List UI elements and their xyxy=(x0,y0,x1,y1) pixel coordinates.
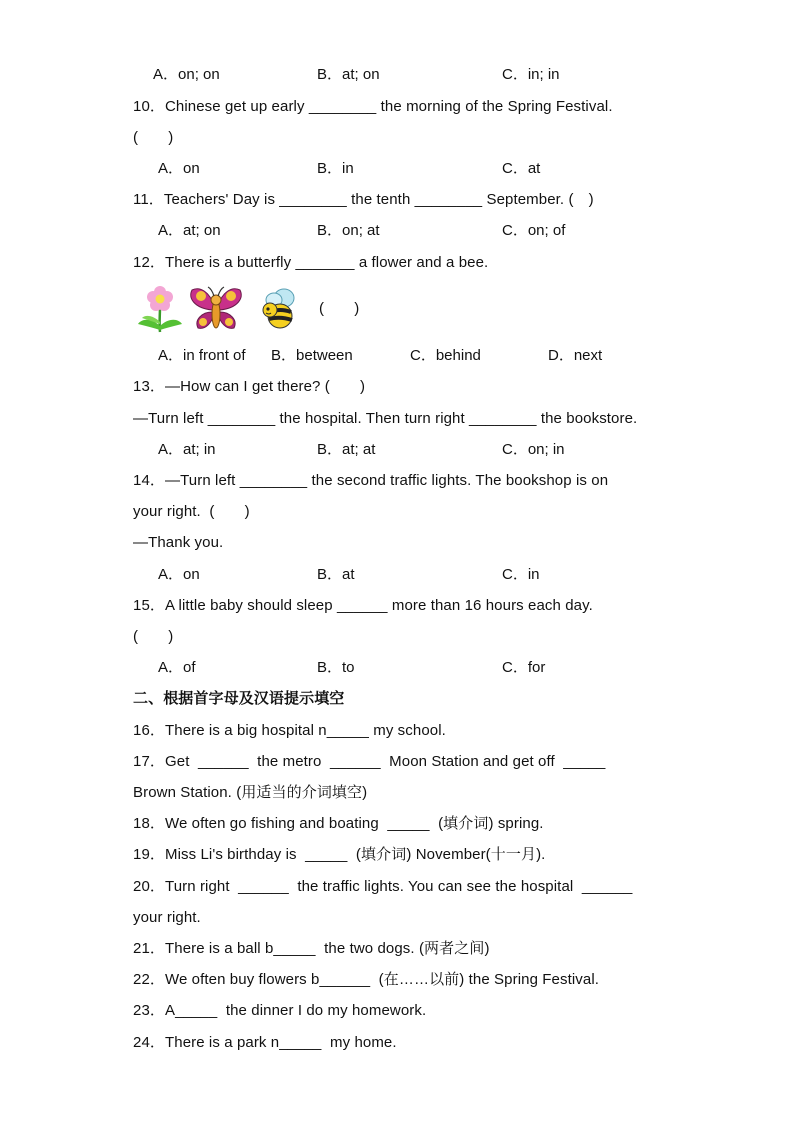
q11-text: 11．Teachers' Day is ________ the tenth ________ September. ( ) xyxy=(133,191,594,208)
q9-option-b: B．at; on xyxy=(317,66,380,83)
q12-answer-paren: ( ) xyxy=(319,300,360,317)
q13-text-line2: —Turn left ________ the hospital. Then turn right ________ the bookstore. xyxy=(133,410,638,427)
q12-option-c: C．behind xyxy=(410,347,481,364)
q14-text-line3: —Thank you. xyxy=(133,534,224,551)
q20-text: 20．Turn right ______ the traffic lights. You can see the hospital ______ xyxy=(133,878,633,895)
butterfly-icon xyxy=(188,284,244,334)
q14-text: 14．—Turn left ________ the second traffic lights. The bookshop is on xyxy=(133,472,609,489)
q14-option-c: C．in xyxy=(502,566,540,583)
q17-text: 17．Get ______ the metro ______ Moon Station and get off _____ xyxy=(133,753,606,770)
q10-text: 10．Chinese get up early ________ the morning of the Spring Festival. xyxy=(133,98,613,115)
q12-option-a: A．in front of xyxy=(158,347,246,364)
q13-text: 13．—How can I get there? ( ) xyxy=(133,378,366,395)
q11-option-a: A．at; on xyxy=(158,222,221,239)
flower-icon xyxy=(136,284,184,334)
q10-option-b: B．in xyxy=(317,160,354,177)
q14-text-line2: your right. ( ) xyxy=(133,503,250,520)
q11-option-c: C．on; of xyxy=(502,222,566,239)
bee-icon xyxy=(258,286,300,332)
q16-text: 16．There is a big hospital n_____ my school. xyxy=(133,722,446,739)
q12-option-d: D．next xyxy=(548,347,603,364)
q9-option-a: A．on; on xyxy=(153,66,220,83)
q12-option-b: B．between xyxy=(271,347,353,364)
q13-option-c: C．on; in xyxy=(502,441,565,458)
q10-answer-paren: ( ) xyxy=(133,129,174,146)
q12-picture-row xyxy=(136,284,306,336)
q22-text: 22．We often buy flowers b______ (在……以前) the Spring Festival. xyxy=(133,971,600,988)
q12-text: 12．There is a butterfly _______ a flower and a bee. xyxy=(133,254,489,271)
q15-text: 15．A little baby should sleep ______ more than 16 hours each day. xyxy=(133,597,593,614)
q14-option-a: A．on xyxy=(158,566,200,583)
q11-option-b: B．on; at xyxy=(317,222,380,239)
q10-option-a: A．on xyxy=(158,160,200,177)
q15-option-a: A．of xyxy=(158,659,196,676)
q17-text-line2: Brown Station. (用适当的介词填空) xyxy=(133,784,368,801)
q15-option-b: B．to xyxy=(317,659,355,676)
section-heading: 二、根据首字母及汉语提示填空 xyxy=(133,690,345,707)
q15-answer-paren: ( ) xyxy=(133,628,174,645)
q20-text-line2: your right. xyxy=(133,909,201,926)
q10-option-c: C．at xyxy=(502,160,541,177)
q13-option-a: A．at; in xyxy=(158,441,216,458)
q15-option-c: C．for xyxy=(502,659,546,676)
q14-option-b: B．at xyxy=(317,566,355,583)
q13-option-b: B．at; at xyxy=(317,441,376,458)
q23-text: 23．A_____ the dinner I do my homework. xyxy=(133,1002,427,1019)
q9-option-c: C．in; in xyxy=(502,66,560,83)
q24-text: 24．There is a park n_____ my home. xyxy=(133,1034,397,1051)
q19-text: 19．Miss Li's birthday is _____ (填介词) November(十一月). xyxy=(133,846,546,863)
q21-text: 21．There is a ball b_____ the two dogs. (两者之间) xyxy=(133,940,490,957)
q18-text: 18．We often go fishing and boating _____ (填介词) spring. xyxy=(133,815,544,832)
